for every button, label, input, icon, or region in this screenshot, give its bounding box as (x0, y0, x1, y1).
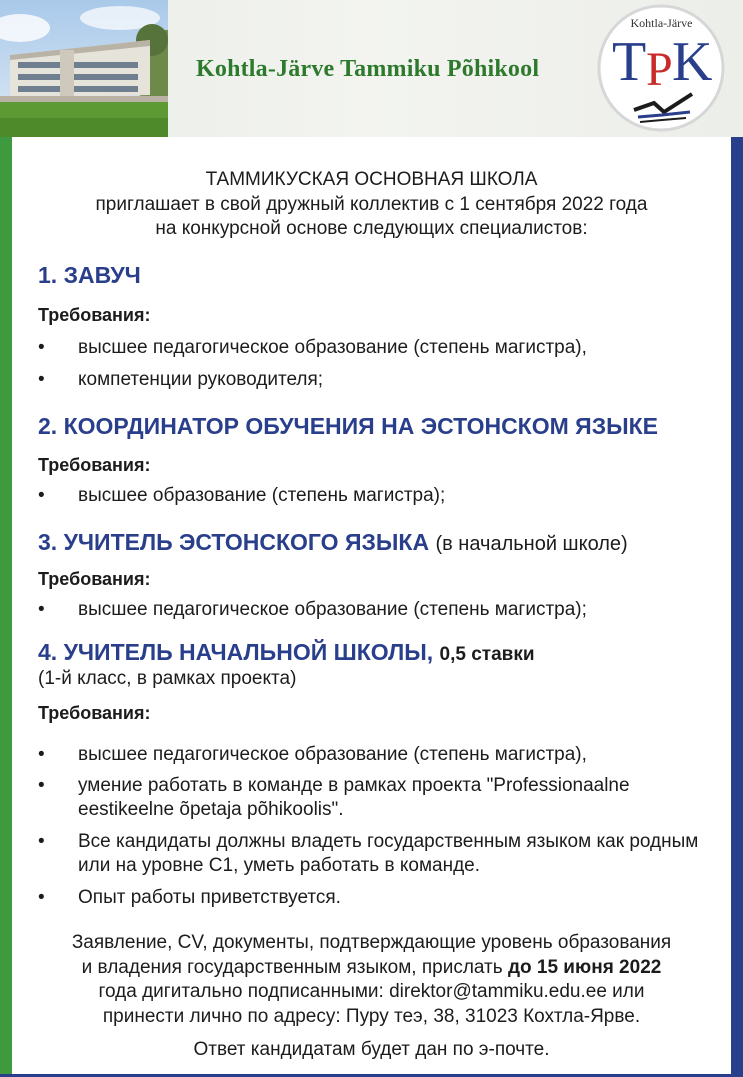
logo-letter-k: K (672, 31, 713, 93)
logo-letter-t: T (612, 31, 647, 93)
header-banner (0, 0, 743, 137)
logo-city-label: Kohtla-Järve (630, 16, 693, 30)
footer-line: Заявление, CV, документы, подтверждающие уровень образования (71, 932, 672, 953)
right-blue-border (731, 137, 743, 1077)
bullet-icon: • (38, 369, 45, 390)
footer-line: принести лично по адресу: Пуру теэ, 38, 31023 Кохтла-Ярве. (102, 1005, 641, 1027)
position-title-4 (38, 639, 535, 666)
school-building-photo (0, 0, 168, 137)
footer-line: и владения государственным языком, прислать до 15 июня 2022 (81, 956, 662, 978)
bullet-icon: • (38, 337, 45, 358)
bullet-icon: • (38, 599, 45, 620)
bullet-icon: • (38, 775, 45, 796)
position-title-3-aside: (в начальной школе) (435, 533, 628, 555)
requirements-label: Требования: (38, 569, 151, 589)
position-title-3-text: 3. УЧИТЕЛЬ ЭСТОНСКОГО ЯЗЫКА (38, 529, 430, 555)
position-title-2: 2. КООРДИНАТОР ОБУЧЕНИЯ НА ЭСТОНСКОМ ЯЗЫКЕ (38, 413, 659, 439)
left-green-border (0, 137, 12, 1077)
bullet-icon: • (38, 744, 45, 765)
position-title-1: 1. ЗАВУЧ (38, 262, 141, 288)
intro-text (30, 168, 713, 242)
school-name-title: Kohtla-Järve Tammiku Põhikool (196, 56, 540, 82)
intro-line: приглашает в свой дружный коллектив с 1 сентября 2022 года (95, 193, 648, 215)
position-title-3 (38, 529, 628, 556)
bullet-icon: • (38, 485, 45, 506)
bullet-icon: • (38, 887, 45, 908)
bullet-icon: • (38, 831, 45, 852)
requirements-label: Требования: (38, 455, 151, 475)
school-logo (594, 2, 729, 135)
application-instructions (30, 931, 713, 1063)
deadline-date: до 15 июня 2022 (507, 956, 662, 978)
logo-letter-p: Р (646, 43, 673, 96)
requirements-label: Требования: (38, 305, 151, 325)
job-posting-page: Kohtla-Järve Tammiku Põhikool Kohtla-Järve T Р K ТАММИКУСКАЯ ОСНОВНАЯ ШКОЛА приглашает в свой дружный коллектив с 1 сентября 2022 года на конкурсной основе следующих специалистов: 1. ЗАВУЧ Требования: • высшее педагогическое образование (степень магистра), • компетенции руководителя; 2. КООРДИНАТОР ОБУЧЕНИЯ НА ЭСТОНСКОМ ЯЗЫКЕ Требования: • высшее образование (степень магистра); 3. УЧИТЕЛЬ ЭСТОНСКОГО ЯЗЫКА (в начальной школе) Требования: • высшее педагогическое образование (степень магистра); 4. УЧИТЕЛЬ НАЧАЛЬНОЙ ШКОЛЫ, 0,5 ставки (1-й класс, в рамках проекта) Требования: • высшее педагогическое образование (степень магистра), • умение работать в команде в рамках проекта "Professionaalne eestikeelne õpetaja põhikoolis". • Все кандидаты должны владеть государственным языком как родным или на уровне C1, уметь работать в команде. • Опыт работы приветствуется. Заявление, CV, документы, подтверждающие уровень образования и владения государственным языком, прислать до 15 июня 2022 года дигитально подписанными: direktor@tammiku.edu.ee или принести лично по адресу: Пуру теэ, 38, 31023 Кохтла-Ярве. Ответ кандидатам будет дан по э-почте. (0, 0, 743, 1077)
position-subtitle-4: (1-й класс, в рамках проекта) (38, 668, 297, 689)
requirements-label: Требования: (38, 703, 151, 723)
footer-reply-note: Ответ кандидатам будет дан по э-почте. (193, 1039, 550, 1060)
intro-line: на конкурсной основе следующих специалистов: (155, 218, 588, 239)
intro-line: ТАММИКУСКАЯ ОСНОВНАЯ ШКОЛА (205, 169, 538, 190)
footer-line: года дигитально подписанными: direktor@tammiku.edu.ee или (98, 981, 645, 1002)
position-title-4-rate: 0,5 ставки (439, 644, 535, 665)
position-title-4-text: 4. УЧИТЕЛЬ НАЧАЛЬНОЙ ШКОЛЫ, (38, 639, 434, 665)
